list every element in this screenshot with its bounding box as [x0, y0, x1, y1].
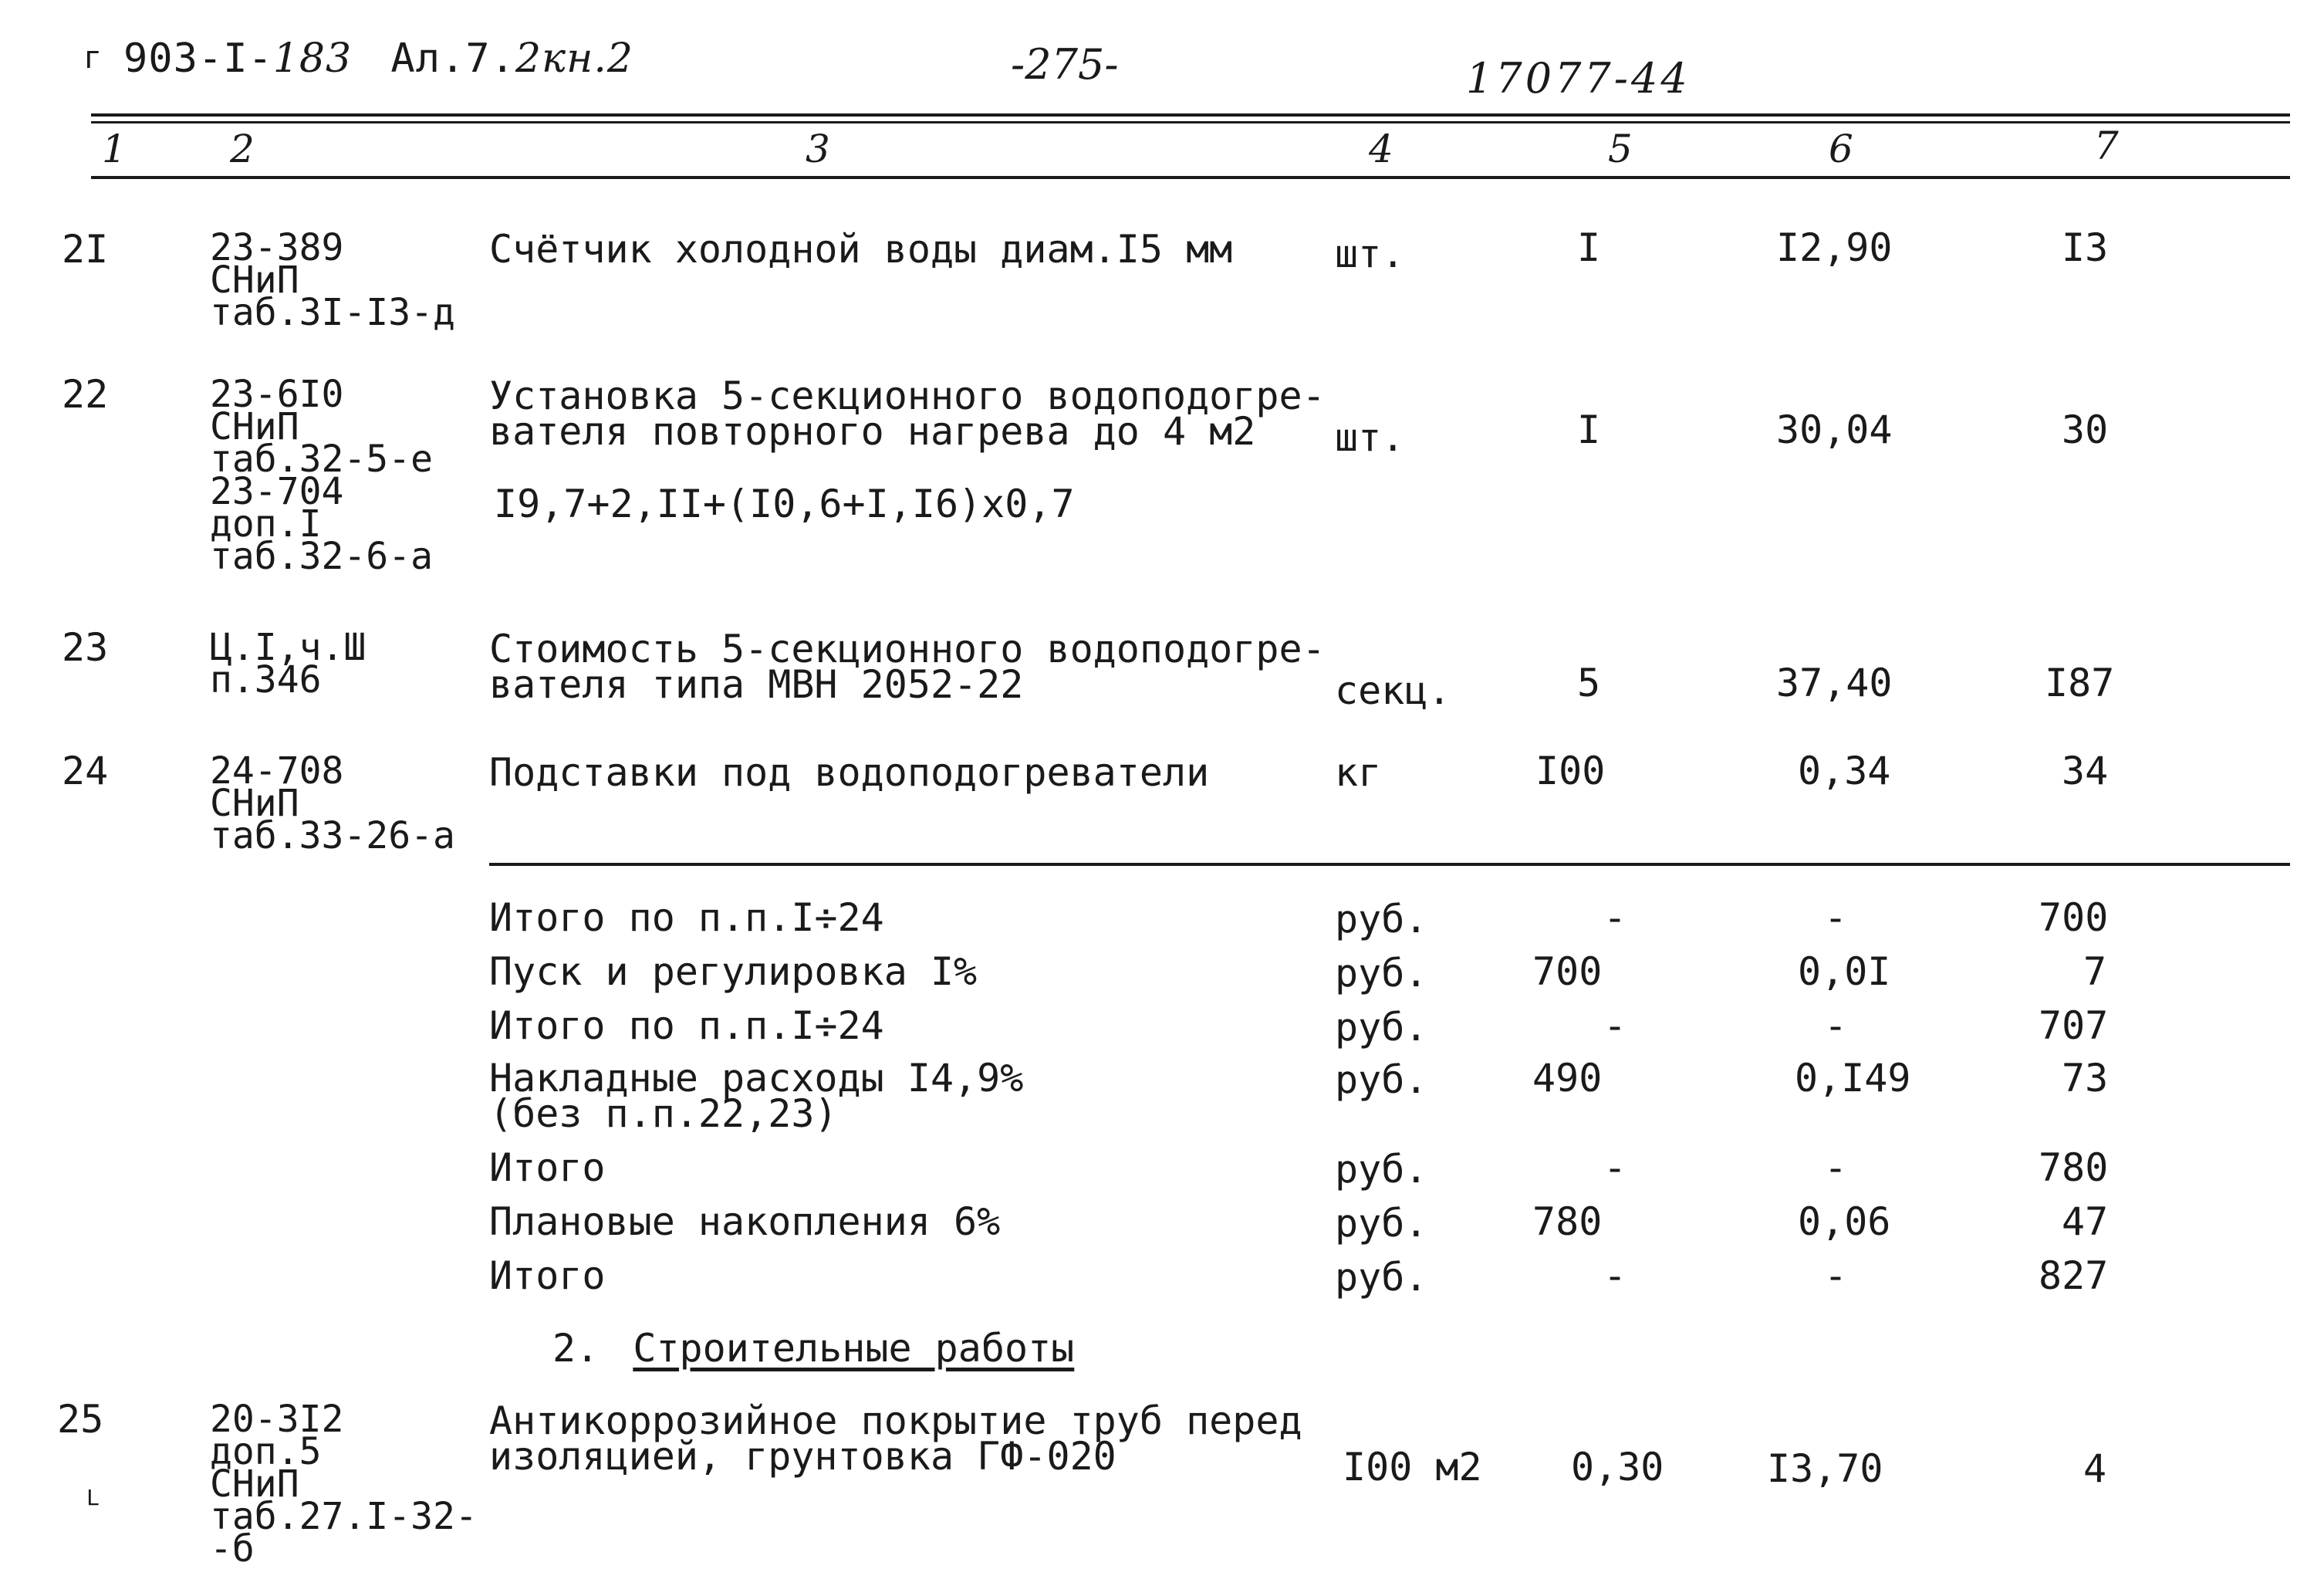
summary-unit: руб. — [1335, 897, 1428, 942]
total-cost: I3 — [2062, 225, 2109, 270]
row-number: 23 — [62, 625, 109, 670]
reference-line: доп.5 — [210, 1430, 322, 1473]
reference-line: таб.32-6-а — [210, 535, 433, 578]
margin-mark: L — [86, 1485, 100, 1510]
norm-reference — [210, 373, 433, 578]
top-rule — [91, 113, 2290, 117]
quantity: I00 — [1535, 749, 1606, 793]
column-number-3: 3 — [806, 127, 830, 171]
description-line: вателя повторного нагрева до 4 м2 — [489, 409, 1256, 454]
summary-base: 780 — [1532, 1199, 1603, 1244]
summary-base: - — [1603, 1145, 1627, 1190]
unit-price: 0,34 — [1798, 749, 1891, 793]
summary-total: 47 — [2062, 1199, 2109, 1244]
unit: секц. — [1335, 668, 1451, 713]
column-number-5: 5 — [1608, 127, 1633, 171]
reference-line: доп.I — [210, 502, 322, 546]
unit-price: 30,04 — [1776, 407, 1893, 452]
archive-number: 17077-44 — [1466, 54, 1691, 103]
unit: шт. — [1335, 415, 1405, 460]
summary-total: 700 — [2039, 895, 2109, 940]
reference-line: 23-389 — [210, 226, 344, 269]
reference-line: 23-6I0 — [210, 373, 344, 416]
unit-price: 37,40 — [1776, 661, 1893, 705]
unit: I00 м2 — [1343, 1445, 1482, 1489]
summary-total: 707 — [2039, 1003, 2109, 1048]
norm-reference — [210, 626, 367, 702]
reference-line: СНиП — [210, 259, 299, 302]
reference-line: 23-704 — [210, 470, 344, 513]
unit: кг — [1335, 750, 1382, 795]
work-description — [489, 1398, 1302, 1479]
work-description: Счётчик холодной воды диам.I5 мм — [489, 227, 1233, 272]
reference-line: таб.27.I-32- — [210, 1495, 478, 1538]
reference-line: п.346 — [210, 658, 322, 702]
description-line: изоляцией, грунтовка ГФ-020 — [489, 1434, 1116, 1479]
total-cost: 4 — [2083, 1446, 2107, 1491]
section-heading — [552, 1326, 1075, 1371]
reference-line: таб.3I-I3-д — [210, 291, 455, 334]
summary-total: 827 — [2039, 1253, 2109, 1298]
summary-unit: руб. — [1335, 1255, 1428, 1300]
work-description — [489, 374, 1326, 454]
summary-base: - — [1603, 1253, 1627, 1298]
work-description: Подставки под водоподогреватели — [489, 750, 1210, 795]
quantity: I — [1577, 225, 1601, 270]
column-number-6: 6 — [1829, 127, 1853, 171]
quantity: I — [1577, 407, 1601, 452]
summary-rate: - — [1824, 1145, 1848, 1190]
quantity: 5 — [1577, 661, 1601, 705]
reference-line: 24-708 — [210, 749, 344, 793]
description-line: Стоимость 5-секционного водоподогре- — [489, 627, 1326, 671]
section-title: Строительные работы — [633, 1326, 1075, 1371]
column-number-1: 1 — [102, 127, 127, 171]
summary-label-line: (без п.п.22,23) — [489, 1091, 838, 1136]
summary-label: Плановые накопления 6% — [489, 1199, 1001, 1244]
summary-label: Итого — [489, 1145, 606, 1190]
album-printed: Ал.7. — [390, 36, 515, 82]
total-cost: I87 — [2045, 661, 2115, 705]
row-number: 25 — [57, 1397, 104, 1442]
summary-rate: 0,I49 — [1795, 1056, 1911, 1101]
summary-base: - — [1603, 895, 1627, 940]
column-number-4: 4 — [1369, 127, 1393, 171]
row-number: 22 — [62, 372, 109, 417]
summary-rate: - — [1824, 1253, 1848, 1298]
document-code — [123, 36, 633, 82]
document-code-printed: 903-I- — [123, 36, 273, 82]
top-rule-2 — [91, 121, 2290, 123]
summary-unit: руб. — [1335, 951, 1428, 996]
column-number-7: 7 — [2094, 123, 2119, 168]
row-number: 24 — [62, 749, 109, 793]
summary-label: Итого по п.п.I÷24 — [489, 1003, 884, 1048]
summary-label — [489, 1056, 1024, 1136]
reference-line: таб.33-26-а — [210, 814, 455, 857]
corner-mark: г — [83, 40, 103, 76]
reference-line: -б — [210, 1527, 255, 1571]
description-line: Установка 5-секционного водоподогре- — [489, 374, 1326, 418]
page-number: -275- — [1011, 40, 1119, 89]
summary-label: Пуск и регулировка I% — [489, 949, 978, 994]
document-code-handwritten: 183 — [272, 36, 353, 82]
album-handwritten: 2кн.2 — [515, 36, 633, 82]
total-cost: 34 — [2062, 749, 2109, 793]
summary-total: 780 — [2039, 1145, 2109, 1190]
total-cost: 30 — [2062, 407, 2109, 452]
summary-base: 490 — [1532, 1056, 1603, 1101]
norm-reference — [210, 1398, 478, 1571]
reference-line: СНиП — [210, 782, 299, 825]
unit-price: I2,90 — [1776, 225, 1893, 270]
norm-reference — [210, 226, 455, 334]
summary-base: 700 — [1532, 949, 1603, 994]
summary-rate: 0,06 — [1798, 1199, 1891, 1244]
summary-label: Итого по п.п.I÷24 — [489, 895, 884, 940]
summary-base: - — [1603, 1003, 1627, 1048]
norm-reference — [210, 749, 455, 857]
reference-line: СНиП — [210, 1462, 299, 1506]
description-line: вателя типа МВН 2052-22 — [489, 662, 1024, 707]
unit: шт. — [1335, 232, 1405, 276]
summary-rate: - — [1824, 895, 1848, 940]
work-description — [489, 627, 1326, 707]
reference-line: СНиП — [210, 405, 299, 448]
row-number: 2I — [62, 227, 109, 272]
reference-line: Ц.I,ч.Ш — [210, 626, 367, 669]
quantity: 0,30 — [1571, 1445, 1664, 1489]
summary-total: 73 — [2062, 1056, 2109, 1101]
reference-line: 20-3I2 — [210, 1398, 344, 1441]
description-line: Антикоррозийное покрытие труб перед — [489, 1398, 1302, 1443]
summary-unit: руб. — [1335, 1057, 1428, 1102]
subtotal-rule — [489, 863, 2290, 866]
header-bottom-rule — [91, 176, 2290, 179]
summary-unit: руб. — [1335, 1147, 1428, 1192]
summary-rate: 0,0I — [1798, 949, 1891, 994]
section-number: 2. — [552, 1326, 600, 1371]
column-number-2: 2 — [230, 127, 255, 171]
summary-unit: руб. — [1335, 1201, 1428, 1246]
unit-price: I3,70 — [1767, 1446, 1883, 1491]
reference-line: таб.32-5-е — [210, 438, 433, 481]
summary-total: 7 — [2083, 949, 2107, 994]
summary-label-line: Накладные расходы I4,9% — [489, 1056, 1024, 1101]
summary-label: Итого — [489, 1253, 606, 1298]
summary-unit: руб. — [1335, 1005, 1428, 1050]
summary-rate: - — [1824, 1003, 1848, 1048]
cost-formula: I9,7+2,II+(I0,6+I,I6)x0,7 — [494, 482, 1075, 526]
